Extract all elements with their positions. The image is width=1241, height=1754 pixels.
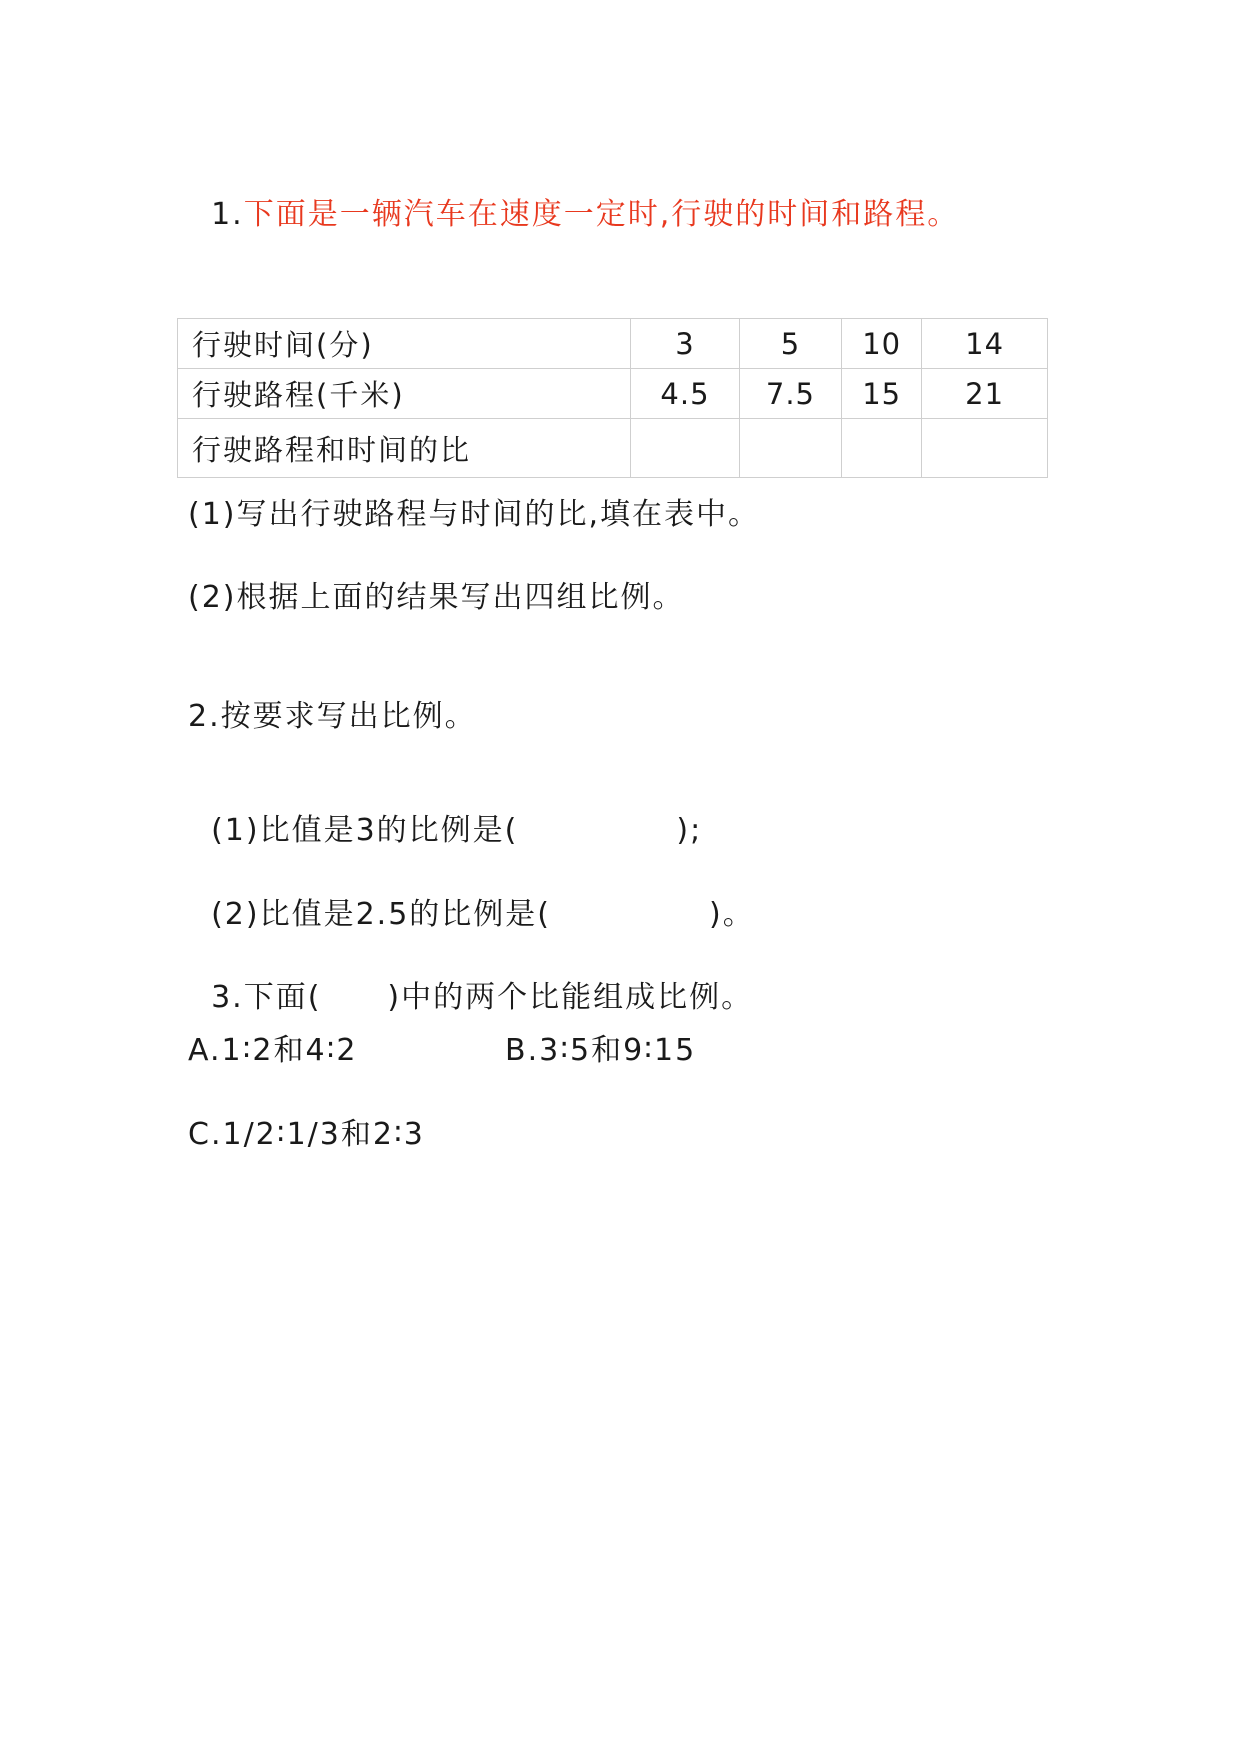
row-label-ratio: 行驶路程和时间的比 bbox=[178, 419, 631, 478]
table-cell: 15 bbox=[842, 369, 922, 419]
q3-title bbox=[188, 953, 753, 1013]
answer-cell[interactable] bbox=[739, 419, 841, 478]
row-label-distance: 行驶路程(千米) bbox=[178, 369, 631, 419]
row-label-time: 行驶时间(分) bbox=[178, 319, 631, 369]
q1-sub2: (2)根据上面的结果写出四组比例。 bbox=[188, 580, 685, 615]
q3-option-a: A.1∶2和4∶2 bbox=[188, 1033, 358, 1068]
q3-title-suffix: )中的两个比能组成比例。 bbox=[387, 980, 754, 1015]
q1-sub1: (1)写出行驶路程与时间的比,填在表中。 bbox=[188, 497, 761, 532]
q2-sub1 bbox=[188, 786, 702, 846]
q1-heading bbox=[188, 170, 959, 230]
table-cell: 7.5 bbox=[739, 369, 841, 419]
travel-table bbox=[177, 318, 1048, 478]
table-cell: 4.5 bbox=[631, 369, 739, 419]
q2-sub2-prefix: (2)比值是2.5的比例是( bbox=[211, 897, 551, 932]
q2-sub1-prefix: (1)比值是3的比例是( bbox=[211, 813, 519, 848]
table-cell: 10 bbox=[842, 319, 922, 369]
q3-option-b: B.3∶5和9∶15 bbox=[505, 1033, 697, 1068]
q3-option-c: C.1/2∶1/3和2∶3 bbox=[188, 1117, 425, 1152]
table-cell: 3 bbox=[631, 319, 739, 369]
table-row bbox=[178, 369, 1048, 419]
q2-sub1-suffix: ); bbox=[676, 813, 703, 848]
answer-cell[interactable] bbox=[842, 419, 922, 478]
answer-cell[interactable] bbox=[631, 419, 739, 478]
q2-sub2 bbox=[188, 870, 755, 930]
table-row bbox=[178, 419, 1048, 478]
q1-text: 下面是一辆汽车在速度一定时,行驶的时间和路程。 bbox=[243, 197, 960, 232]
q1-number: 1. bbox=[211, 197, 244, 232]
table-cell: 21 bbox=[922, 369, 1048, 419]
table-cell: 5 bbox=[739, 319, 841, 369]
table-cell: 14 bbox=[922, 319, 1048, 369]
q3-title-prefix: 3.下面( bbox=[211, 980, 322, 1015]
q2-title: 2.按要求写出比例。 bbox=[188, 699, 477, 734]
table-row bbox=[178, 319, 1048, 369]
answer-cell[interactable] bbox=[922, 419, 1048, 478]
q2-sub2-suffix: )。 bbox=[709, 897, 755, 932]
